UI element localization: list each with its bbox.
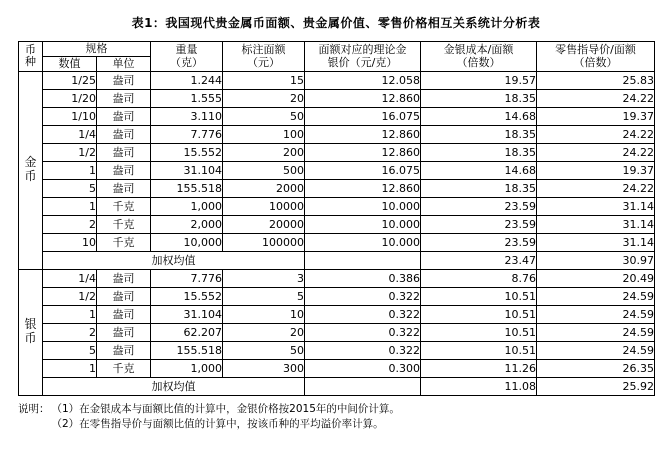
- table-row: [19, 215, 655, 233]
- average-retail-gold: 30.97: [537, 251, 655, 269]
- cell-weight: 155.518: [151, 179, 223, 197]
- cell-spec-value: 1/4: [43, 125, 97, 143]
- cell-cost: 18.35: [421, 143, 537, 161]
- cell-retail: 24.22: [537, 143, 655, 161]
- cell-weight: 10,000: [151, 233, 223, 251]
- cell-theory: 10.000: [305, 215, 421, 233]
- cell-spec-value: 1/2: [43, 287, 97, 305]
- cell-face-value: 100000: [223, 233, 305, 251]
- group-label-gold: [19, 71, 43, 269]
- table-row: [19, 71, 655, 89]
- header-theory-line2: 银价（元/克）: [327, 56, 398, 70]
- table-average-row-silver: [19, 377, 655, 395]
- cell-cost: 8.76: [421, 269, 537, 287]
- cell-retail: 25.83: [537, 71, 655, 89]
- cell-spec-value: 5: [43, 341, 97, 359]
- cell-theory: 0.322: [305, 305, 421, 323]
- cell-theory: 12.860: [305, 89, 421, 107]
- cell-face-value: 15: [223, 71, 305, 89]
- cell-retail: 26.35: [537, 359, 655, 377]
- cell-spec-unit: 盎司: [97, 89, 151, 107]
- cell-theory: 0.322: [305, 341, 421, 359]
- table-row: [19, 161, 655, 179]
- table-row: [19, 359, 655, 377]
- cell-cost: 14.68: [421, 161, 537, 179]
- header-retail-line2: （倍数）: [573, 56, 618, 70]
- cell-spec-value: 1/20: [43, 89, 97, 107]
- cell-cost: 10.51: [421, 287, 537, 305]
- cell-spec-unit: 盎司: [97, 287, 151, 305]
- header-cost-line2: （倍数）: [456, 56, 501, 70]
- cell-theory: 16.075: [305, 161, 421, 179]
- cell-face-value: 10000: [223, 197, 305, 215]
- cell-cost: 14.68: [421, 107, 537, 125]
- average-cost-silver: 11.08: [421, 377, 537, 395]
- header-category: [19, 42, 43, 72]
- cell-spec-unit: 盎司: [97, 161, 151, 179]
- cell-cost: 23.59: [421, 197, 537, 215]
- cell-face-value: 2000: [223, 179, 305, 197]
- cell-weight: 1,000: [151, 197, 223, 215]
- cell-theory: 12.860: [305, 179, 421, 197]
- table-row: [19, 323, 655, 341]
- cell-cost: 23.59: [421, 215, 537, 233]
- cell-cost: 18.35: [421, 89, 537, 107]
- cell-theory: 0.322: [305, 323, 421, 341]
- cell-weight: 155.518: [151, 341, 223, 359]
- cell-face-value: 5: [223, 287, 305, 305]
- table-average-row-gold: [19, 251, 655, 269]
- cell-spec-unit: 盎司: [97, 341, 151, 359]
- cell-cost: 10.51: [421, 323, 537, 341]
- table-row: [19, 287, 655, 305]
- cell-weight: 1.244: [151, 71, 223, 89]
- cell-retail: 24.59: [537, 323, 655, 341]
- note-item-2: （2）在零售指导价与面额比值的计算中，按该币种的平均溢价率计算。: [51, 417, 384, 430]
- table-row: [19, 269, 655, 287]
- header-weight-line2: （克）: [170, 56, 203, 70]
- notes-label: 说明：: [18, 402, 50, 415]
- cell-spec-unit: 盎司: [97, 269, 151, 287]
- table-row: [19, 197, 655, 215]
- cell-spec-unit: 盎司: [97, 107, 151, 125]
- group-label-gold-line1: 金: [24, 155, 37, 170]
- cell-face-value: 20000: [223, 215, 305, 233]
- average-theory-silver: [305, 377, 421, 395]
- cell-face-value: 300: [223, 359, 305, 377]
- cell-spec-unit: 盎司: [97, 305, 151, 323]
- header-weight-line1: 重量: [175, 42, 198, 56]
- group-label-silver-line1: 银: [24, 317, 37, 332]
- table-row: [19, 125, 655, 143]
- cell-weight: 7.776: [151, 269, 223, 287]
- cell-cost: 19.57: [421, 71, 537, 89]
- cell-spec-value: 1/2: [43, 143, 97, 161]
- cell-spec-value: 2: [43, 215, 97, 233]
- cell-spec-unit: 盎司: [97, 71, 151, 89]
- cell-weight: 15.552: [151, 143, 223, 161]
- cell-weight: 15.552: [151, 287, 223, 305]
- table-row: [19, 107, 655, 125]
- cell-retail: 24.22: [537, 125, 655, 143]
- header-category-line1: 币: [25, 43, 36, 57]
- cell-face-value: 20: [223, 323, 305, 341]
- cell-spec-value: 5: [43, 179, 97, 197]
- cell-weight: 2,000: [151, 215, 223, 233]
- cell-spec-value: 10: [43, 233, 97, 251]
- cell-retail: 31.14: [537, 233, 655, 251]
- cell-theory: 12.860: [305, 125, 421, 143]
- cell-face-value: 3: [223, 269, 305, 287]
- table-row: [19, 89, 655, 107]
- cell-retail: 31.14: [537, 215, 655, 233]
- header-theory-price: [305, 42, 421, 72]
- average-theory-gold: [305, 251, 421, 269]
- header-weight: [151, 42, 223, 72]
- header-face-value-line1: 标注面额: [241, 42, 286, 56]
- analysis-table: [18, 41, 655, 396]
- cell-spec-unit: 千克: [97, 197, 151, 215]
- cell-retail: 20.49: [537, 269, 655, 287]
- cell-spec-value: 1/10: [43, 107, 97, 125]
- cell-face-value: 500: [223, 161, 305, 179]
- note-item-1: （1）在金银成本与面额比值的计算中，金银价格按2015年的中间价计算。: [51, 402, 400, 415]
- cell-face-value: 100: [223, 125, 305, 143]
- cell-cost: 10.51: [421, 341, 537, 359]
- header-category-line2: 种: [25, 55, 36, 69]
- cell-face-value: 20: [223, 89, 305, 107]
- cell-spec-value: 1: [43, 197, 97, 215]
- header-theory-line1: 面额对应的理论金: [318, 42, 407, 56]
- cell-spec-value: 1/4: [43, 269, 97, 287]
- average-retail-silver: 25.92: [537, 377, 655, 395]
- cell-weight: 7.776: [151, 125, 223, 143]
- header-cost-line1: 金银成本/面额: [443, 42, 514, 56]
- cell-cost: 23.59: [421, 233, 537, 251]
- page-title: 表1：我国现代贵金属币面额、贵金属价值、零售价格相互关系统计分析表: [131, 16, 541, 30]
- table-row: [19, 233, 655, 251]
- cell-face-value: 50: [223, 107, 305, 125]
- cell-retail: 24.59: [537, 305, 655, 323]
- cell-face-value: 50: [223, 341, 305, 359]
- average-label-silver: 加权均值: [43, 377, 305, 395]
- cell-spec-value: 2: [43, 323, 97, 341]
- header-spec-unit: 单位: [97, 56, 151, 71]
- cell-theory: 0.300: [305, 359, 421, 377]
- cell-spec-value: 1: [43, 359, 97, 377]
- cell-cost: 11.26: [421, 359, 537, 377]
- cell-spec-unit: 盎司: [97, 179, 151, 197]
- cell-cost: 18.35: [421, 125, 537, 143]
- cell-spec-unit: 盎司: [97, 323, 151, 341]
- average-label-gold: 加权均值: [43, 251, 305, 269]
- cell-theory: 16.075: [305, 107, 421, 125]
- average-cost-gold: 23.47: [421, 251, 537, 269]
- cell-cost: 18.35: [421, 179, 537, 197]
- cell-spec-value: 1: [43, 161, 97, 179]
- header-face-value: [223, 42, 305, 72]
- notes-section: [18, 402, 654, 432]
- group-label-silver: [19, 269, 43, 395]
- table-row: [19, 341, 655, 359]
- cell-weight: 1,000: [151, 359, 223, 377]
- cell-retail: 24.22: [537, 179, 655, 197]
- header-face-value-line2: （元）: [247, 56, 280, 70]
- table-row: [19, 179, 655, 197]
- cell-weight: 31.104: [151, 305, 223, 323]
- cell-weight: 62.207: [151, 323, 223, 341]
- cell-theory: 12.058: [305, 71, 421, 89]
- header-spec-value: 数值: [43, 56, 97, 71]
- cell-retail: 31.14: [537, 197, 655, 215]
- cell-retail: 19.37: [537, 161, 655, 179]
- header-spec-group: 规格: [43, 42, 151, 57]
- cell-theory: 10.000: [305, 233, 421, 251]
- cell-spec-unit: 盎司: [97, 125, 151, 143]
- header-cost-ratio: [421, 42, 537, 72]
- table-row: [19, 143, 655, 161]
- table-header-row-1: [19, 42, 655, 57]
- cell-theory: 12.860: [305, 143, 421, 161]
- cell-spec-value: 1: [43, 305, 97, 323]
- cell-spec-value: 1/25: [43, 71, 97, 89]
- cell-face-value: 10: [223, 305, 305, 323]
- cell-theory: 0.322: [305, 287, 421, 305]
- cell-theory: 0.386: [305, 269, 421, 287]
- group-label-silver-line2: 币: [24, 331, 37, 345]
- group-label-gold-line2: 币: [24, 169, 37, 183]
- cell-retail: 24.22: [537, 89, 655, 107]
- cell-weight: 31.104: [151, 161, 223, 179]
- table-row: [19, 305, 655, 323]
- cell-spec-unit: 千克: [97, 359, 151, 377]
- cell-retail: 24.59: [537, 341, 655, 359]
- cell-spec-unit: 盎司: [97, 143, 151, 161]
- cell-cost: 10.51: [421, 305, 537, 323]
- cell-retail: 19.37: [537, 107, 655, 125]
- cell-spec-unit: 千克: [97, 215, 151, 233]
- cell-spec-unit: 千克: [97, 233, 151, 251]
- notes-body: [52, 402, 400, 432]
- cell-theory: 10.000: [305, 197, 421, 215]
- header-retail-ratio: [537, 42, 655, 72]
- cell-face-value: 200: [223, 143, 305, 161]
- header-retail-line1: 零售指导价/面额: [555, 42, 636, 56]
- cell-retail: 24.59: [537, 287, 655, 305]
- cell-weight: 3.110: [151, 107, 223, 125]
- cell-weight: 1.555: [151, 89, 223, 107]
